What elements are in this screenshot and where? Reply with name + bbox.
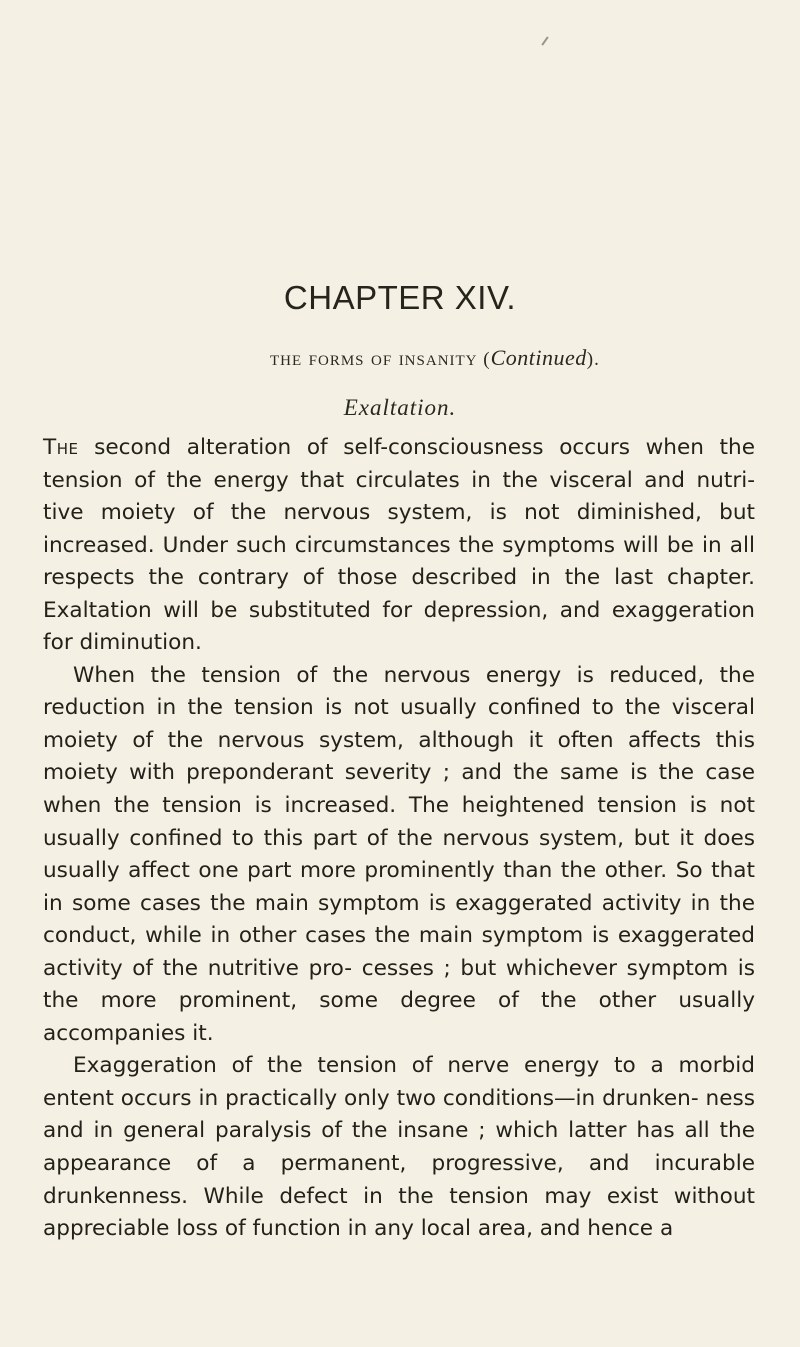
subtitle-paren-open: (	[477, 349, 491, 370]
paragraph-text: second alteration of self-consciousness occurs when the tension of the energy that circulates in the visceral and nutri- tive moiety of the nervous system, is not diminished, but increased. Under such circumstances the symptoms will be in all respects the contrary of those described in the last chapter. Exaltation will be substituted for depression, and exaggeration for diminution.	[43, 435, 755, 656]
section-title: Exaltation.	[343, 395, 457, 420]
subtitle-continued: Continued	[490, 345, 587, 370]
subtitle-main: the forms of insanity	[270, 345, 478, 370]
paragraph: Exaggeration of the tension of nerve energy to a morbid entent occurs in practically only two conditions—in drunken- ness and in general paralysis of the insane ; which latter has all the appearance of a permanent, progressive, and incurable drunkenness. While defect in the tension may exist without appreciable loss of function in any local area, and hence a	[43, 1053, 755, 1242]
paragraph: When the tension of the nervous energy is reduced, the reduction in the tension is not usually confined to the visceral moiety of the nervous system, although it often affects this moiety with preponderant severity ; and the same is the case when the tension is increased. The heightened tension is not usually confined to this part of the nervous system, but it does usually affect one part more prominently than the other. So that in some cases the main symptom is exaggerated activity in the conduct, while in other cases the main symptom is exaggerated activity of the nutritive pro- cesses ; but whichever symptom is the more prominent, some degree of the other usually accompanies it.	[43, 662, 755, 1046]
chapter-subtitle	[270, 345, 600, 371]
stray-pencil-mark	[541, 36, 548, 45]
subtitle-paren-close: ).	[586, 349, 600, 370]
body-text	[43, 432, 755, 1246]
chapter-heading: CHAPTER XIV.	[283, 279, 517, 316]
paragraph	[43, 432, 755, 660]
paragraph-lead-word: The	[43, 435, 79, 460]
